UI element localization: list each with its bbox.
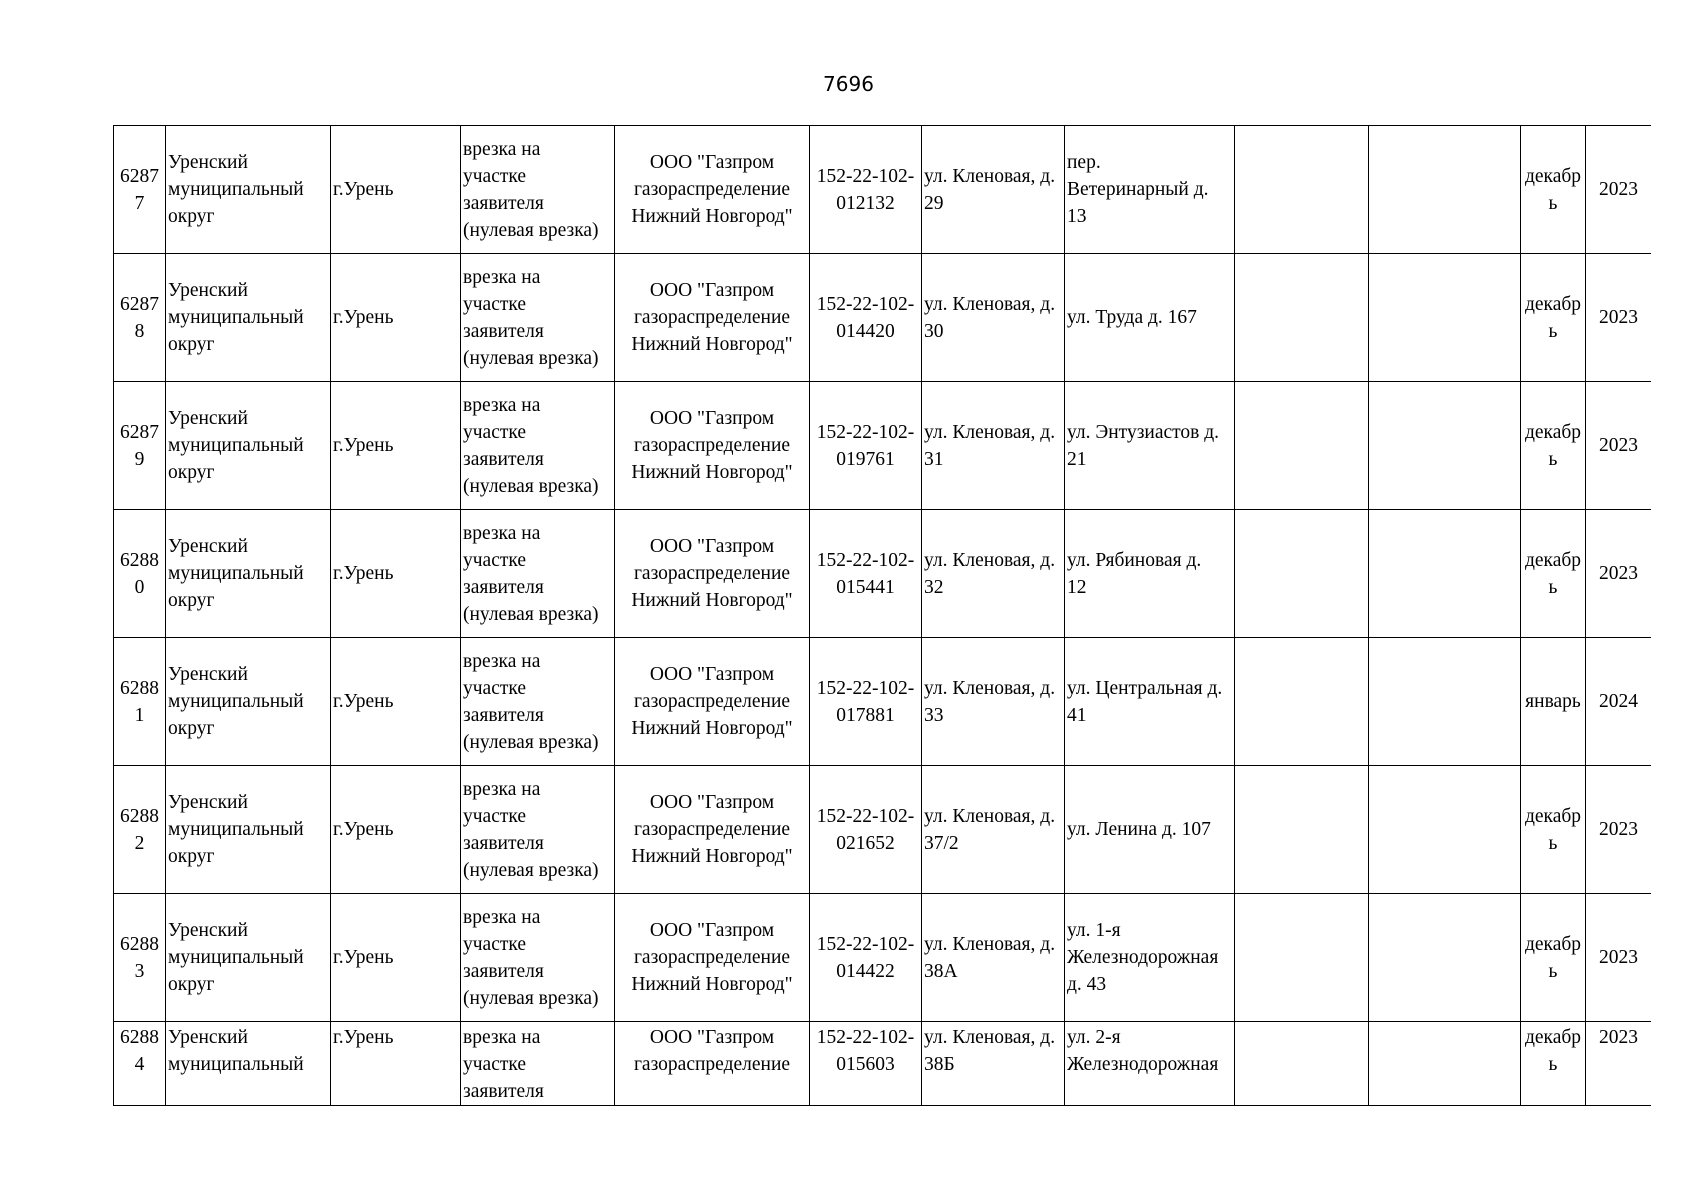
cell-district [166,766,331,894]
cell-code [810,1022,922,1106]
cell-code [810,126,922,254]
cell-month-text: декабр ь [1524,805,1582,854]
cell-number-text: 6287 8 [120,293,159,342]
cell-empty-1 [1235,894,1369,1022]
table-row [114,126,1652,254]
cell-address-2 [1065,766,1235,894]
cell-city-text: г.Урень [333,947,394,968]
cell-code [810,254,922,382]
cell-year [1586,254,1652,382]
cell-address [922,766,1065,894]
cell-number [114,1022,166,1106]
cell-connection-type-text: врезка на участке заявителя [463,1027,544,1102]
cell-city [331,1022,461,1106]
cell-address-2-text: ул. Энтузиастов д. 21 [1067,421,1220,470]
cell-city-text: г.Урень [333,563,394,584]
cell-month-text: декабр ь [1524,421,1582,470]
cell-empty-2 [1369,382,1521,510]
cell-city [331,126,461,254]
cell-code [810,766,922,894]
cell-month [1521,638,1586,766]
cell-month [1521,1022,1586,1106]
cell-empty-2 [1369,766,1521,894]
cell-year [1586,510,1652,638]
cell-organization-text: ООО "Газпром газораспределение Нижний Новгород" [631,408,793,483]
cell-address-2 [1065,126,1235,254]
cell-year-text: 2023 [1599,819,1638,840]
cell-connection-type-text: врезка на участке заявителя (нулевая врезка) [463,650,599,753]
cell-year [1586,638,1652,766]
cell-year [1586,126,1652,254]
cell-year-text: 2023 [1599,179,1638,200]
cell-connection-type [461,766,615,894]
cell-district [166,638,331,766]
cell-organization [615,1022,810,1106]
cell-address [922,126,1065,254]
cell-city [331,638,461,766]
cell-address-text: ул. Кленовая, д. 29 [924,165,1056,214]
cell-district [166,894,331,1022]
cell-address [922,510,1065,638]
cell-number-text: 6288 2 [120,805,159,854]
page-number: 7696 [823,72,874,96]
table-row [114,510,1652,638]
cell-city [331,510,461,638]
data-table [113,125,1651,1106]
cell-number-text: 6288 3 [120,933,159,982]
cell-empty-2 [1369,894,1521,1022]
cell-empty-1 [1235,510,1369,638]
cell-connection-type [461,894,615,1022]
table-body [114,126,1652,1106]
cell-number [114,894,166,1022]
cell-month-text: декабр ь [1524,293,1582,342]
cell-address-2-text: ул. Центральная д. 41 [1067,677,1223,726]
cell-year-text: 2024 [1599,691,1638,712]
cell-connection-type [461,382,615,510]
cell-address-2 [1065,1022,1235,1106]
table-row [114,894,1652,1022]
cell-district [166,126,331,254]
cell-city-text: г.Урень [333,691,394,712]
cell-month [1521,382,1586,510]
cell-address-2-text: ул. Труда д. 167 [1067,307,1197,328]
cell-district-text: Уренский муниципальный округ [168,664,304,739]
cell-address [922,382,1065,510]
cell-month-text: декабр ь [1524,1027,1582,1075]
cell-connection-type-text: врезка на участке заявителя (нулевая врезка) [463,138,599,241]
cell-address-text: ул. Кленовая, д. 30 [924,293,1056,342]
cell-year [1586,382,1652,510]
cell-address-2-text: ул. Рябиновая д. 12 [1067,549,1202,598]
cell-number [114,638,166,766]
cell-month-text: декабр ь [1524,933,1582,982]
cell-address-2 [1065,382,1235,510]
cell-connection-type-text: врезка на участке заявителя (нулевая врезка) [463,906,599,1009]
cell-code [810,510,922,638]
cell-address-text: ул. Кленовая, д. 33 [924,677,1056,726]
cell-month [1521,510,1586,638]
cell-city [331,382,461,510]
cell-month-text: декабр ь [1524,165,1582,214]
cell-organization [615,638,810,766]
table-row [114,1022,1652,1106]
cell-city [331,254,461,382]
cell-organization [615,382,810,510]
cell-connection-type-text: врезка на участке заявителя (нулевая врезка) [463,522,599,625]
cell-organization [615,510,810,638]
table-row [114,254,1652,382]
cell-city [331,766,461,894]
cell-empty-1 [1235,766,1369,894]
cell-year-text: 2023 [1599,563,1638,584]
cell-organization [615,126,810,254]
cell-month [1521,766,1586,894]
cell-address [922,254,1065,382]
cell-code-text: 152-22-102- 019761 [816,421,915,470]
cell-empty-2 [1369,1022,1521,1106]
cell-organization [615,766,810,894]
table-row [114,766,1652,894]
cell-code-text: 152-22-102- 021652 [816,805,915,854]
cell-district-text: Уренский муниципальный округ [168,920,304,995]
cell-code [810,894,922,1022]
cell-empty-1 [1235,1022,1369,1106]
cell-address-2 [1065,894,1235,1022]
cell-code-text: 152-22-102- 014420 [816,293,915,342]
cell-address [922,1022,1065,1106]
cell-city-text: г.Урень [333,307,394,328]
cell-address-2-text: ул. 2-я Железнодорожная [1067,1027,1219,1075]
cell-city-text: г.Урень [333,179,394,200]
cell-empty-1 [1235,254,1369,382]
cell-organization [615,894,810,1022]
table-row [114,382,1652,510]
cell-year [1586,1022,1652,1106]
cell-code-text: 152-22-102- 015441 [816,549,915,598]
cell-number [114,254,166,382]
cell-city-text: г.Урень [333,435,394,456]
cell-city [331,894,461,1022]
cell-address-2 [1065,254,1235,382]
cell-code-text: 152-22-102- 015603 [816,1027,915,1075]
cell-organization-text: ООО "Газпром газораспределение Нижний Новгород" [631,152,793,227]
cell-district-text: Уренский муниципальный округ [168,536,304,611]
cell-code [810,638,922,766]
cell-connection-type-text: врезка на участке заявителя (нулевая врезка) [463,266,599,369]
cell-month [1521,894,1586,1022]
cell-address [922,894,1065,1022]
cell-empty-2 [1369,126,1521,254]
cell-number [114,510,166,638]
cell-address-text: ул. Кленовая, д. 37/2 [924,805,1056,854]
cell-code-text: 152-22-102- 012132 [816,165,915,214]
cell-empty-2 [1369,510,1521,638]
cell-address-2 [1065,510,1235,638]
cell-connection-type [461,254,615,382]
cell-empty-2 [1369,254,1521,382]
cell-address-2-text: ул. Ленина д. 107 [1067,819,1211,840]
cell-year-text: 2023 [1599,947,1638,968]
cell-address-2 [1065,638,1235,766]
cell-organization-text: ООО "Газпром газораспределение Нижний Новгород" [631,280,793,355]
cell-address-text: ул. Кленовая, д. 38Б [924,1027,1056,1075]
cell-year-text: 2023 [1599,435,1638,456]
cell-district-text: Уренский муниципальный округ [168,280,304,355]
cell-district [166,254,331,382]
cell-organization-text: ООО "Газпром газораспределение Нижний Новгород" [631,536,793,611]
cell-number-text: 6287 7 [120,165,159,214]
cell-empty-1 [1235,126,1369,254]
cell-address-2-text: пер. Ветеринарный д. 13 [1067,152,1209,227]
cell-code-text: 152-22-102- 014422 [816,933,915,982]
cell-empty-1 [1235,638,1369,766]
cell-year [1586,894,1652,1022]
cell-code-text: 152-22-102- 017881 [816,677,915,726]
cell-organization-text: ООО "Газпром газораспределение Нижний Новгород" [631,920,793,995]
cell-district [166,1022,331,1106]
cell-connection-type [461,1022,615,1106]
cell-year-text: 2023 [1599,1027,1638,1048]
cell-number-text: 6288 4 [120,1027,159,1075]
cell-connection-type-text: врезка на участке заявителя (нулевая врезка) [463,778,599,881]
cell-number-text: 6288 0 [120,549,159,598]
cell-district [166,382,331,510]
cell-connection-type [461,126,615,254]
cell-district-text: Уренский муниципальный округ [168,152,304,227]
cell-address-text: ул. Кленовая, д. 31 [924,421,1056,470]
cell-district-text: Уренский муниципальный округ [168,408,304,483]
cell-address-text: ул. Кленовая, д. 38А [924,933,1056,982]
cell-city-text: г.Урень [333,819,394,840]
cell-connection-type-text: врезка на участке заявителя (нулевая врезка) [463,394,599,497]
cell-year [1586,766,1652,894]
table-container [113,125,1651,1121]
cell-year-text: 2023 [1599,307,1638,328]
cell-month [1521,254,1586,382]
cell-code [810,382,922,510]
cell-number [114,126,166,254]
cell-month-text: январь [1525,691,1581,712]
cell-number [114,766,166,894]
cell-month [1521,126,1586,254]
cell-connection-type [461,510,615,638]
cell-organization [615,254,810,382]
cell-number-text: 6287 9 [120,421,159,470]
cell-address [922,638,1065,766]
cell-district [166,510,331,638]
cell-address-2-text: ул. 1-я Железнодорожная д. 43 [1067,920,1219,995]
cell-address-text: ул. Кленовая, д. 32 [924,549,1056,598]
cell-number-text: 6288 1 [120,677,159,726]
cell-connection-type [461,638,615,766]
cell-organization-text: ООО "Газпром газораспределение [633,1027,791,1075]
cell-district-text: Уренский муниципальный округ [168,792,304,867]
cell-organization-text: ООО "Газпром газораспределение Нижний Новгород" [631,792,793,867]
cell-city-text: г.Урень [333,1027,394,1048]
cell-empty-2 [1369,638,1521,766]
cell-district-text: Уренский муниципальный [168,1027,304,1075]
cell-number [114,382,166,510]
cell-organization-text: ООО "Газпром газораспределение Нижний Новгород" [631,664,793,739]
table-row [114,638,1652,766]
cell-empty-1 [1235,382,1369,510]
cell-month-text: декабр ь [1524,549,1582,598]
